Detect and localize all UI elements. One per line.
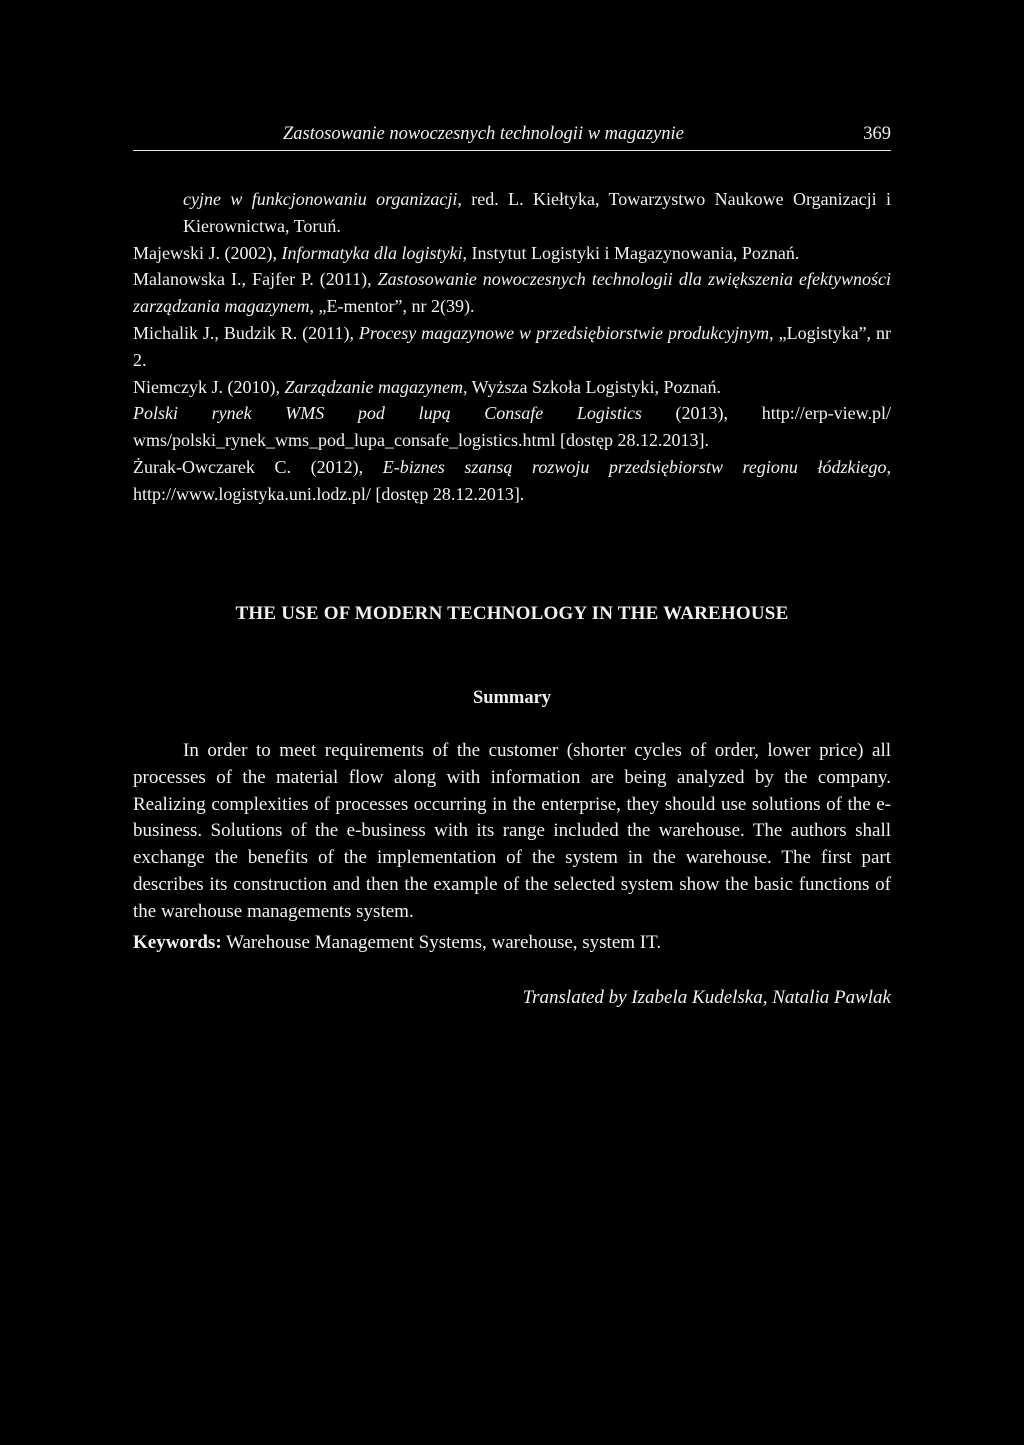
reference-entry: [133, 240, 891, 267]
reference-entry: [133, 186, 891, 240]
reference-segment: , red. L. Kiełtyka, Towarzystwo Naukowe Organizacji i Kierownictwa, Toruń.: [183, 189, 891, 236]
reference-entry: [133, 454, 891, 508]
reference-segment: E-biznes szansą rozwoju przedsiębiorstw regionu łódzkiego: [382, 456, 887, 477]
reference-segment: Michalik J., Budzik R. (2011),: [133, 322, 359, 343]
reference-segment: Majewski J. (2002),: [133, 242, 282, 263]
reference-list: [133, 186, 891, 508]
running-head: [133, 124, 891, 151]
reference-entry: [133, 266, 891, 320]
reference-segment: , „Logistyka”, nr 2.: [133, 322, 891, 370]
keywords-line: [133, 930, 891, 957]
reference-segment: Informatyka dla logistyki: [281, 242, 463, 263]
summary-heading: Summary: [472, 688, 552, 708]
reference-segment: Polski rynek WMS pod lupą Consafe Logistics: [133, 403, 642, 424]
reference-segment: Procesy magazynowe w przedsiębiorstwie produkcyjnym: [358, 322, 770, 343]
reference-segment: Zastosowanie nowoczesnych technologii dla zwiększenia efektywności zarządzania magazynem: [133, 269, 891, 317]
reference-segment: Niemczyk J. (2010),: [133, 376, 285, 397]
running-head-title: Zastosowanie nowoczesnych technologii w magazynie: [283, 124, 684, 144]
keywords-label: Keywords:: [133, 932, 222, 953]
reference-segment: , Wyższa Szkoła Logistyki, Poznań.: [462, 376, 722, 397]
english-title: THE USE OF MODERN TECHNOLOGY IN THE WAREHOUSE: [235, 603, 789, 624]
reference-segment: (2013), http://erp-view.pl/ wms/polski_rynek_wms_pod_lupa_consafe_logistics.html [dostęp 28.12.2013].: [133, 403, 892, 451]
reference-segment: , http://www.logistyka.uni.lodz.pl/ [dostęp 28.12.2013].: [133, 456, 891, 504]
reference-segment: , „E-mentor”, nr 2(39).: [309, 296, 475, 317]
keywords-value: Warehouse Management Systems, warehouse, system IT.: [221, 932, 662, 953]
page-number: 369: [863, 124, 891, 144]
reference-entry: [133, 320, 891, 374]
translated-by: Translated by Izabela Kudelska, Natalia Pawlak: [522, 987, 891, 1008]
reference-segment: Żurak-Owczarek C. (2012),: [133, 456, 383, 477]
reference-segment: , Instytut Logistyki i Magazynowania, Poznań.: [462, 242, 800, 263]
summary-paragraph: In order to meet requirements of the customer (shorter cycles of order, lower price) all processes of the material flow along with information are being analyzed by the company. Realizing complexities of processes occurring in the enterprise, they should use solutions of the e-business. Solutions of the e-business with its range included the warehouse. The authors shall exchange the benefits of the implementation of the system in the warehouse. The first part describes its construction and then the example of the selected system show the basic functions of the warehouse managements system.: [133, 740, 891, 922]
reference-segment: Malanowska I., Fajfer P. (2011),: [133, 269, 378, 290]
reference-entry: [133, 374, 891, 401]
reference-segment: Zarządzanie magazynem: [284, 376, 463, 397]
reference-segment: cyjne w funkcjonowaniu organizacji: [183, 189, 458, 209]
reference-entry: [133, 400, 891, 454]
